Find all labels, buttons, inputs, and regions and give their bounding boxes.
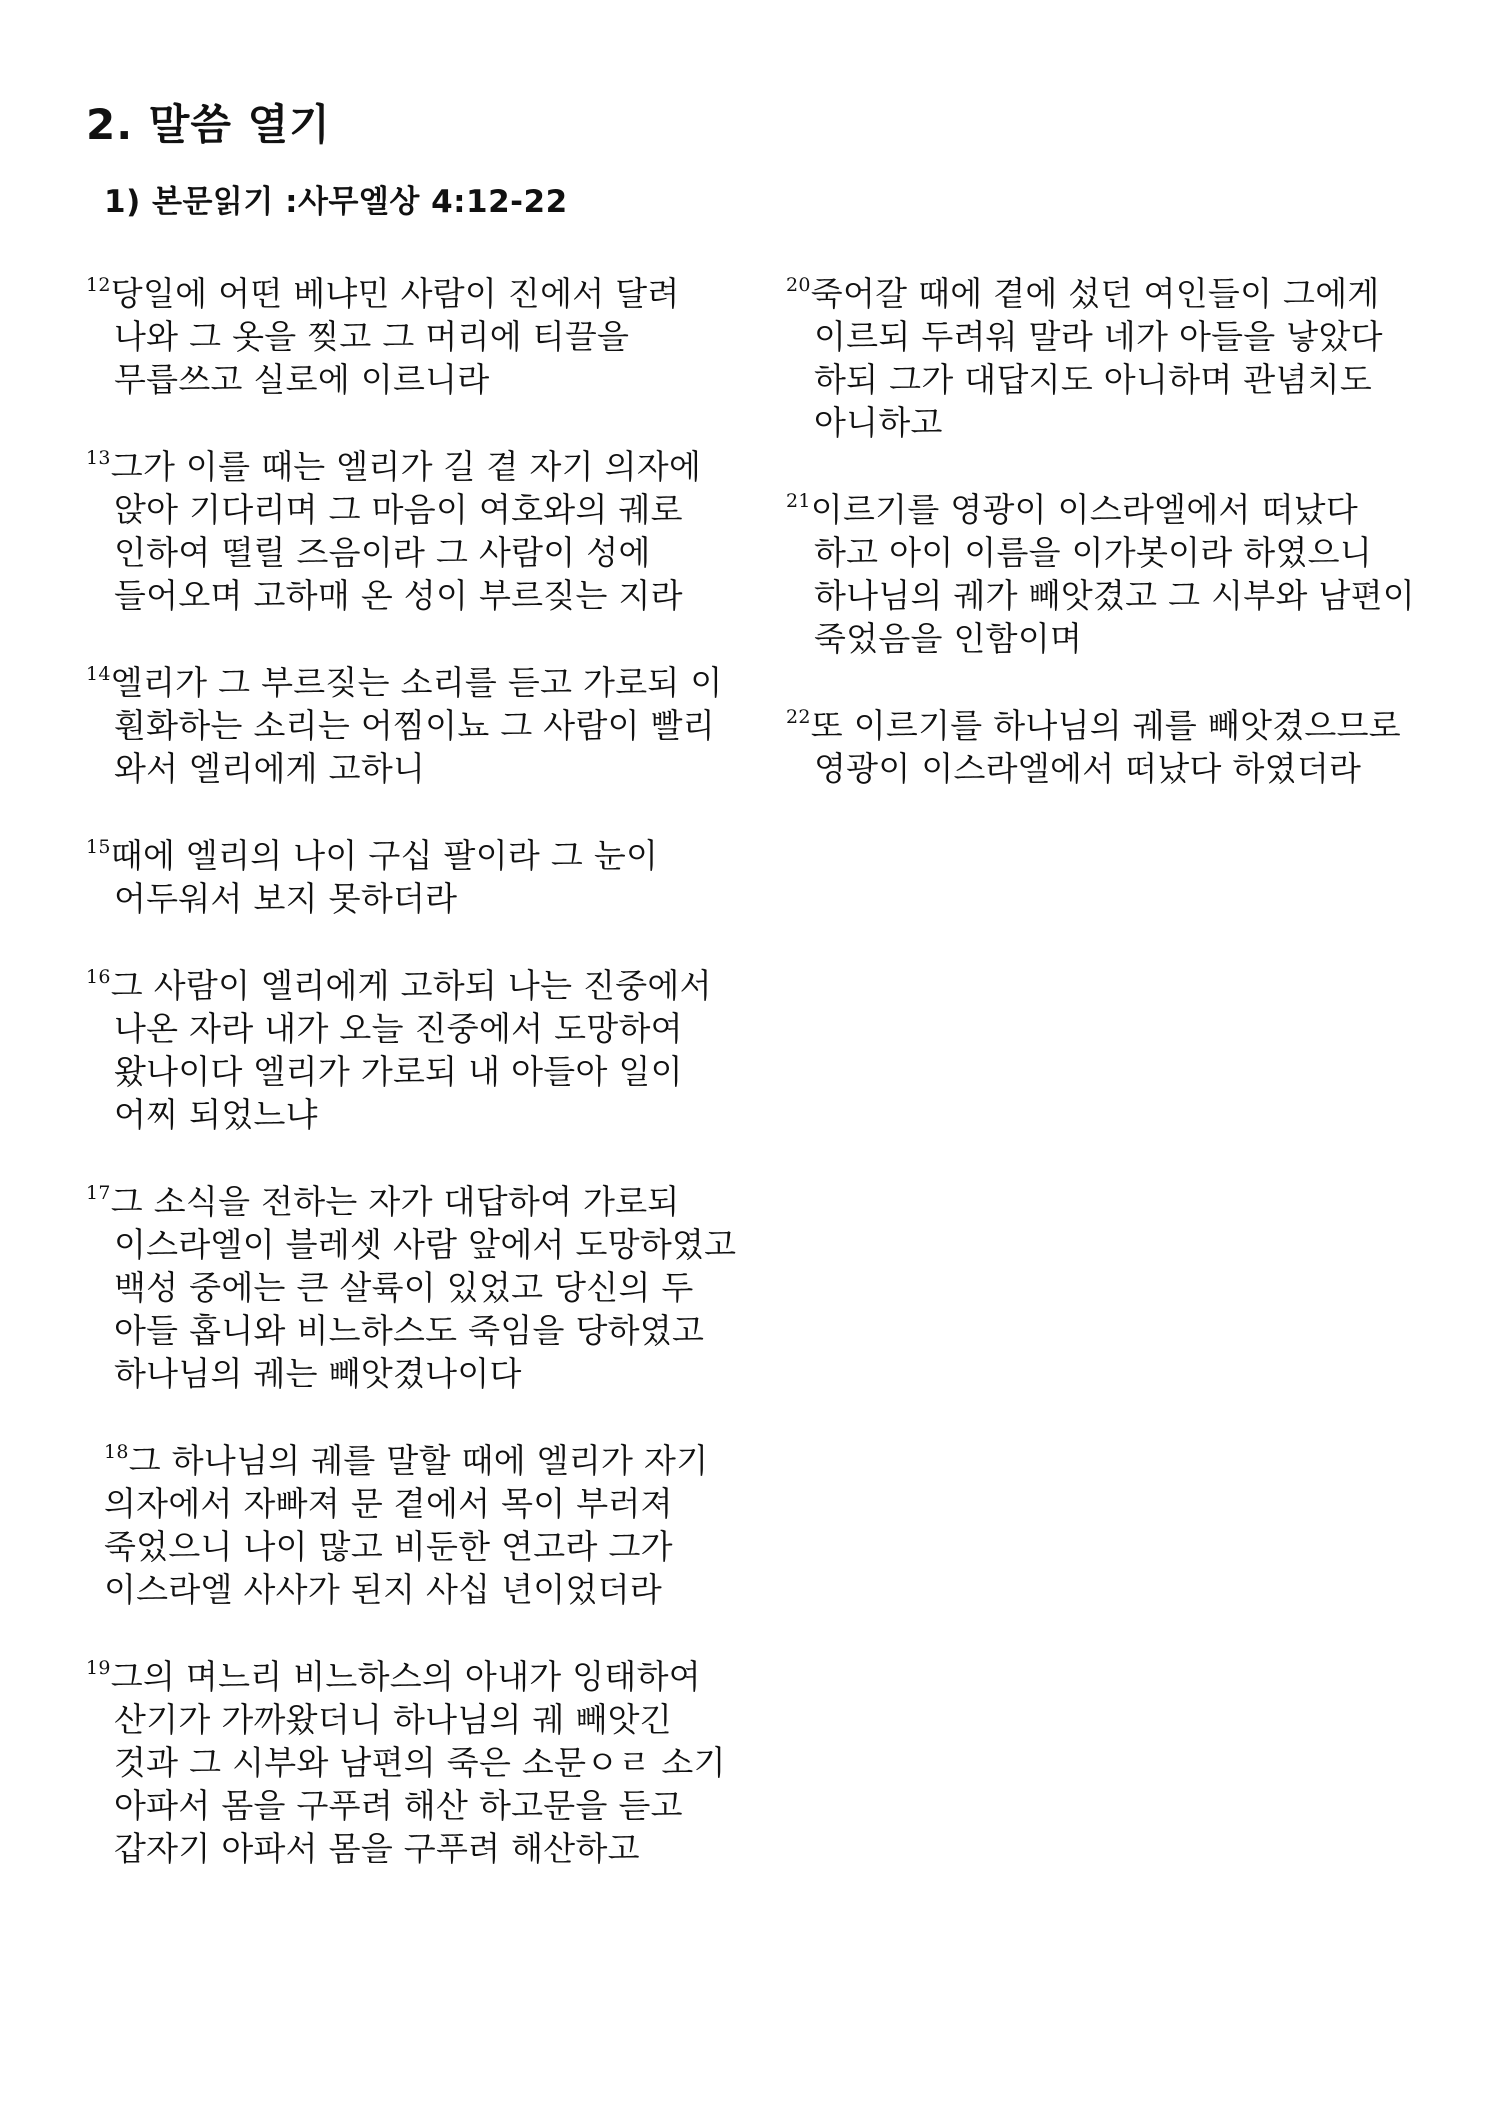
verse-number: 15 — [86, 836, 111, 858]
verse-13 — [86, 445, 746, 617]
verse-text: 때에 엘리의 나이 구십 팔이라 그 눈이 어두워서 보지 못하더라 — [110, 836, 659, 918]
verse-number: 16 — [86, 966, 111, 988]
verse-text: 엘리가 그 부르짖는 소리를 듣고 가로되 이 훤화하는 소리는 어찜이뇨 그 사람이 빨리 와서 엘리에게 고하니 — [110, 663, 723, 788]
verse-18 — [104, 1439, 746, 1611]
verse-number: 21 — [786, 490, 811, 512]
verse-21 — [786, 488, 1416, 660]
verse-text: 또 이르기를 하나님의 궤를 빼앗겼으므로 영광이 이스라엘에서 떠났다 하였더라 — [810, 706, 1401, 788]
verse-20 — [786, 272, 1416, 444]
verse-number: 18 — [104, 1441, 129, 1463]
verse-19 — [86, 1655, 746, 1870]
verse-number: 13 — [86, 447, 111, 469]
verse-text: 그 사람이 엘리에게 고하되 나는 진중에서 나온 자라 내가 오늘 진중에서 도망하여 왔나이다 엘리가 가로되 내 아들아 일이 어찌 되었느냐 — [110, 966, 712, 1134]
verse-number: 22 — [786, 706, 811, 728]
verse-text: 이르기를 영광이 이스라엘에서 떠났다 하고 아이 이름을 이가봇이라 하였으니 하나님의 궤가 빼앗겼고 그 시부와 남편이 죽었음을 인함이며 — [810, 490, 1415, 658]
verse-22 — [786, 704, 1416, 790]
verse-text: 그 소식을 전하는 자가 대답하여 가로되 이스라엘이 블레셋 사람 앞에서 도망하였고 백성 중에는 큰 살륙이 있었고 당신의 두 아들 홉니와 비느하스도 죽임을 당하였고 하나님의 궤는 빼앗겼나이다 — [110, 1182, 737, 1393]
verse-number: 12 — [86, 274, 111, 296]
left-column — [86, 272, 746, 1914]
verse-text: 그가 이를 때는 엘리가 길 곁 자기 의자에 앉아 기다리며 그 마음이 여호와의 궤로 인하여 떨릴 즈음이라 그 사람이 성에 들어오며 고하매 온 성이 부르짖는 지라 — [110, 447, 702, 615]
verse-16 — [86, 964, 746, 1136]
section-heading: 2. 말씀 열기 — [86, 100, 331, 149]
verse-text: 당일에 어떤 베냐민 사람이 진에서 달려 나와 그 옷을 찢고 그 머리에 티끌을 무릅쓰고 실로에 이르니라 — [110, 274, 680, 399]
verse-14 — [86, 661, 746, 790]
verse-12 — [86, 272, 746, 401]
verse-text: 그 하나님의 궤를 말할 때에 엘리가 자기 의자에서 자빠져 문 곁에서 목이 부러져 죽었으니 나이 많고 비둔한 연고라 그가 이스라엘 사사가 된지 사십 년이었더라 — [104, 1441, 709, 1609]
verse-number: 14 — [86, 663, 111, 685]
reading-subheading: 1) 본문읽기 :사무엘상 4:12-22 — [104, 184, 568, 220]
verse-17 — [86, 1180, 746, 1395]
verse-text: 그의 며느리 비느하스의 아내가 잉태하여 산기가 가까왔더니 하나님의 궤 빼앗긴 것과 그 시부와 남편의 죽은 소문ㅇㄹ 소기 아파서 몸을 구푸려 해산 하고문을 듣고 갑자기 아파서 몸을 구푸려 해산하고 — [110, 1657, 726, 1868]
verse-text: 죽어갈 때에 곁에 섰던 여인들이 그에게 이르되 두려워 말라 네가 아들을 낳았다 하되 그가 대답지도 아니하며 관념치도 아니하고 — [810, 274, 1383, 442]
verse-number: 19 — [86, 1657, 111, 1679]
verse-number: 17 — [86, 1182, 111, 1204]
right-column — [786, 272, 1416, 834]
verse-15 — [86, 834, 746, 920]
verse-number: 20 — [786, 274, 811, 296]
